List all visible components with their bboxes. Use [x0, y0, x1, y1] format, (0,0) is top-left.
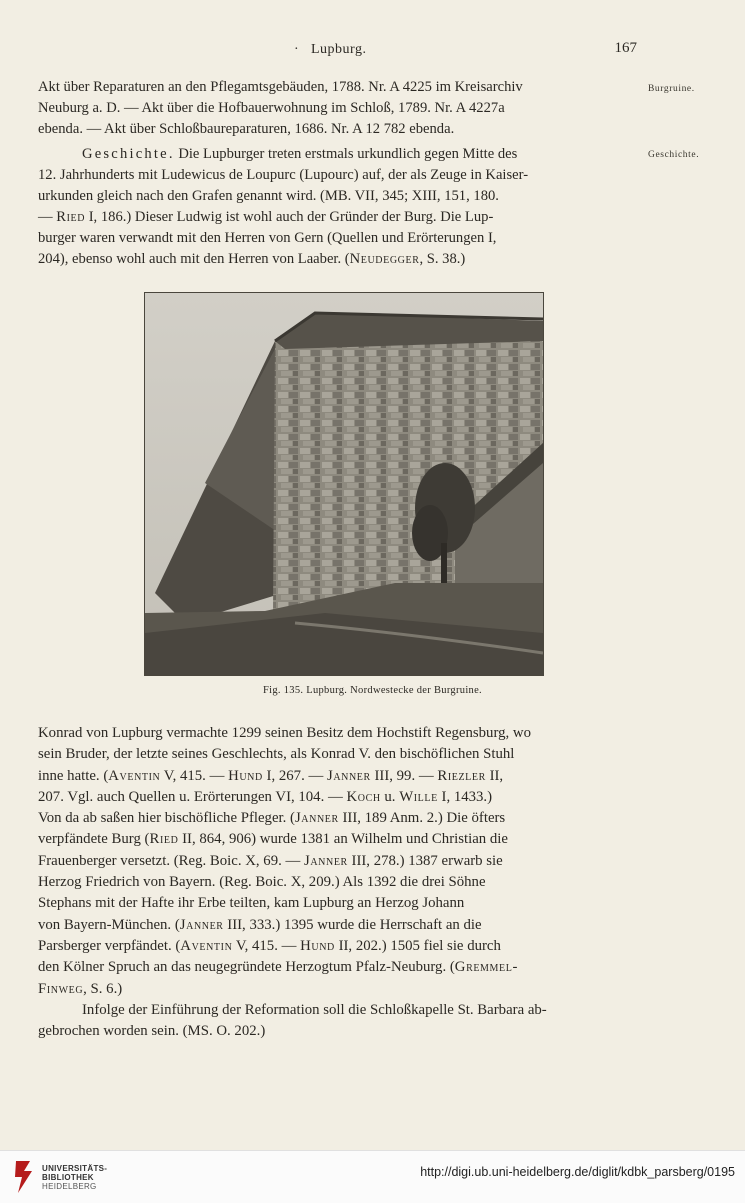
text-line: Neuburg a. D. — Akt über die Hofbauerwohnung im Schloß, 1789. Nr. A 4227a: [38, 100, 505, 116]
castle-ruin-photograph: [144, 292, 544, 676]
margin-note-burgruine: Burgruine.: [648, 84, 695, 94]
text-line: Infolge der Einführung der Reformation soll die Schloßkapelle St. Barbara ab-: [82, 1001, 547, 1018]
figure-caption: Fig. 135. Lupburg. Nordwestecke der Burgruine.: [262, 685, 482, 696]
text-line: ebenda. — Akt über Schloßbaureparaturen, 1686. Nr. A 12 782 ebenda.: [38, 121, 455, 137]
text-line: Herzog Friedrich von Bayern. (Reg. Boic. X, 209.) Als 1392 die drei Söhne: [38, 874, 486, 891]
digitization-footer: [0, 1150, 745, 1203]
header-mark: ·: [294, 42, 299, 57]
running-header: [0, 40, 745, 60]
text-line: Von da ab saßen hier bischöfliche Pfleger. (Janner III, 189 Anm. 2.) Die öfters: [38, 810, 506, 827]
text-line: Geschichte. Die Lupburger treten erstmals urkundlich gegen Mitte des: [82, 146, 518, 162]
text-line: Finweg, S. 6.): [38, 980, 123, 997]
castle-ruin-illustration: [145, 293, 543, 675]
text-line: urkunden gleich nach den Grafen genannt wird. (MB. VII, 345; XIII, 151, 180.: [38, 188, 499, 204]
permalink-url[interactable]: http://digi.ub.uni-heidelberg.de/diglit/kdbk_parsberg/0195: [420, 1165, 735, 1179]
text-line: — Ried I, 186.) Dieser Ludwig ist wohl auch der Gründer der Burg. Die Lup-: [38, 209, 494, 225]
running-title: Lupburg.: [311, 42, 367, 57]
library-logo-icon: [12, 1157, 36, 1197]
section-heading: Geschichte.: [82, 146, 175, 162]
margin-note-geschichte: Geschichte.: [648, 150, 700, 160]
text-line: inne hatte. (Aventin V, 415. — Hund I, 267. — Janner III, 99. — Riezler II,: [38, 767, 504, 784]
text-line: Akt über Reparaturen an den Pflegamtsgebäuden, 1788. Nr. A 4225 im Kreisarchiv: [38, 79, 523, 95]
text-line: verpfändete Burg (Ried II, 864, 906) wurde 1381 an Wilhelm und Christian die: [38, 831, 508, 848]
text-line: von Bayern-München. (Janner III, 333.) 1395 wurde die Herrschaft an die: [38, 916, 482, 933]
ownership-history-paragraph: [38, 723, 640, 1042]
text-line: sein Bruder, der letzte seines Geschlechts, als Konrad V. den bischöflichen Stuhl: [38, 746, 515, 763]
archive-references-paragraph: [38, 77, 640, 140]
text-line: Parsberger verpfändet. (Aventin V, 415. — Hund II, 202.) 1505 fiel sie durch: [38, 937, 501, 954]
text-line: burger waren verwandt mit den Herren von Gern (Quellen und Erörterungen I,: [38, 230, 497, 246]
library-logo[interactable]: UNIVERSITÄTS- BIBLIOTHEK HEIDELBERG: [42, 1164, 108, 1191]
text-line: 12. Jahrhunderts mit Ludewicus de Loupurc (Lupourc) auf, der als Zeuge in Kaiser-: [38, 167, 529, 183]
text-line: 207. Vgl. auch Quellen u. Erörterungen VI, 104. — Koch u. Wille I, 1433.): [38, 788, 493, 805]
text-line: den Kölner Spruch an das neugegründete Herzogtum Pfalz-Neuburg. (Gremmel-: [38, 959, 518, 976]
text-line: Frauenberger versetzt. (Reg. Boic. X, 69. — Janner III, 278.) 1387 erwarb sie: [38, 852, 503, 869]
text-line: 204), ebenso wohl auch mit den Herren von Laaber. (Neudegger, S. 38.): [38, 251, 466, 267]
history-paragraph: [38, 144, 640, 270]
text-line: gebrochen worden sein. (MS. O. 202.): [38, 1023, 266, 1040]
text-line: Stephans mit der Hafte ihr Erbe teilten, kam Lupburg an Herzog Johann: [38, 895, 465, 912]
text-line: Konrad von Lupburg vermachte 1299 seinen Besitz dem Hochstift Regensburg, wo: [38, 725, 531, 741]
page-number: 167: [614, 40, 637, 56]
